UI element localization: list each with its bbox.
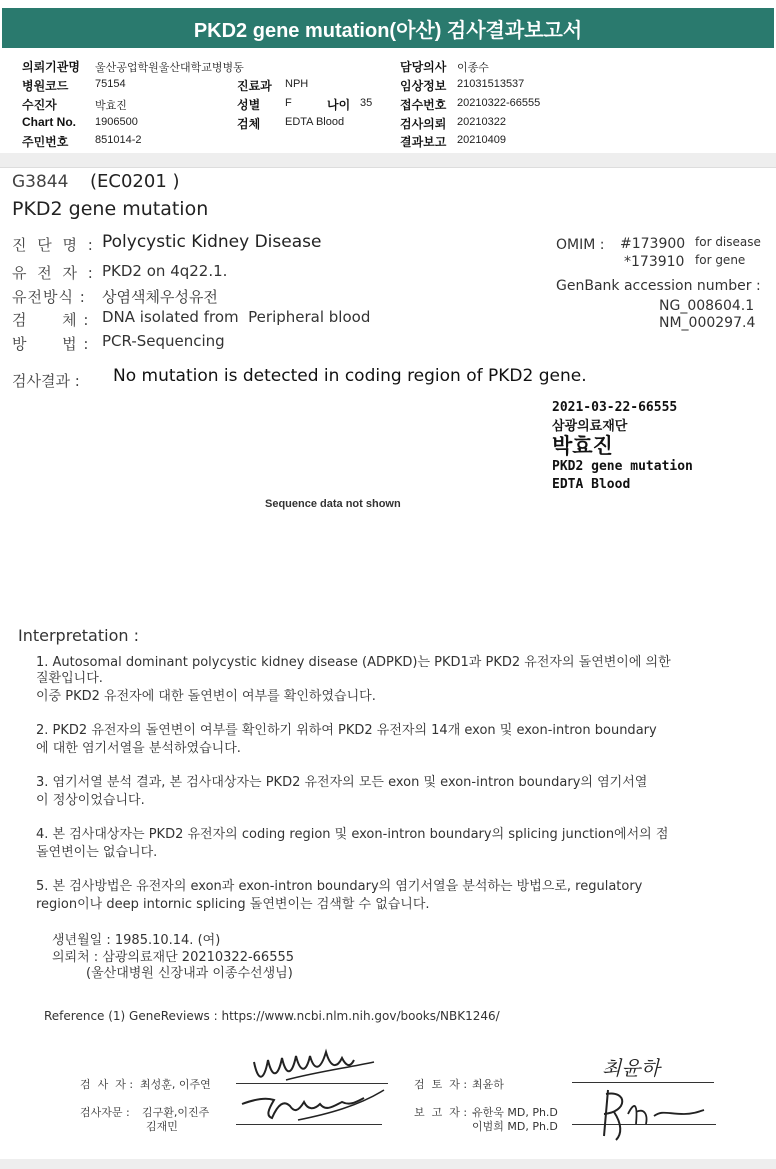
chart-value: 1906500 bbox=[95, 116, 138, 128]
advisor-label: 검사자문 : bbox=[80, 1106, 130, 1119]
doctor-value: 이종수 bbox=[457, 62, 489, 74]
genbank-ng: NG_008604.1 bbox=[659, 298, 755, 314]
hospital-code-value: 75154 bbox=[95, 78, 126, 90]
chart-label: Chart No. bbox=[22, 115, 76, 129]
interp-5a: 5. 본 검사방법은 유전자의 exon과 exon-intron boundary의 염기서열을 분석하는 방법으로, regulatory bbox=[36, 879, 643, 894]
id-label: 주민번호 bbox=[22, 135, 69, 149]
reviewer-name: 최윤하 bbox=[472, 1078, 504, 1091]
genbank-nm: NM_000297.4 bbox=[659, 315, 756, 331]
dept-value: NPH bbox=[285, 78, 309, 90]
diagnosis-label: 진 단 명 : bbox=[12, 236, 96, 254]
reporter-name-2: 이범희 MD, Ph.D bbox=[472, 1120, 558, 1133]
sex-value: F bbox=[285, 97, 292, 109]
institution-label: 의뢰기관명 bbox=[22, 60, 80, 74]
interp-1b: 질환입니다. bbox=[36, 671, 103, 686]
reviewer-handwritten-name: 최윤하 bbox=[602, 1056, 660, 1080]
request-label: 검사의뢰 bbox=[400, 117, 447, 131]
sticker-specimen: EDTA Blood bbox=[552, 477, 631, 492]
report-title: PKD2 gene mutation(아산) 검사결과보고서 bbox=[2, 8, 774, 48]
sticker-lab: 삼광의료재단 bbox=[552, 419, 628, 434]
sticker-patient: 박효진 bbox=[552, 434, 613, 458]
reference: Reference (1) GeneReviews : https://www.ncbi.nlm.nih.gov/books/NBK1246/ bbox=[44, 1009, 500, 1023]
interp-2b: 에 대한 염기서열을 분석하였습니다. bbox=[36, 741, 241, 756]
age-value: 35 bbox=[360, 97, 373, 109]
advisor-signature-line bbox=[236, 1124, 382, 1125]
title-bar bbox=[0, 0, 776, 56]
method-label: 방 법 : bbox=[12, 335, 90, 353]
page-footer bbox=[0, 1159, 776, 1169]
test-code: G3844 bbox=[12, 172, 69, 192]
reviewer-label: 검 토 자 : bbox=[414, 1078, 468, 1091]
referrer: 의뢰처 : 삼광의료재단 20210322-66555 bbox=[52, 950, 295, 965]
reporter-signature bbox=[588, 1084, 708, 1144]
interp-5b: region이나 deep intornic splicing 돌연변이는 검색할 수 없습니다. bbox=[36, 897, 430, 912]
sticker-receipt: 2021-03-22-66555 bbox=[552, 400, 678, 415]
omim-disease-note: for disease bbox=[695, 235, 761, 249]
test-code-paren: (EC0201 ) bbox=[90, 171, 180, 192]
request-value: 20210322 bbox=[457, 116, 506, 128]
reporter-name-1: 유한욱 MD, Ph.D bbox=[472, 1106, 558, 1119]
omim-gene-note: for gene bbox=[695, 253, 746, 267]
interp-4a: 4. 본 검사대상자는 PKD2 유전자의 coding region 및 exon-intron boundary의 splicing junction에서의 점 bbox=[36, 827, 669, 842]
hospital-code-label: 병원코드 bbox=[22, 79, 69, 93]
clinical-value: 21031513537 bbox=[457, 78, 525, 90]
inheritance-label: 유전방식 : bbox=[12, 288, 86, 306]
clinical-label: 임상정보 bbox=[400, 79, 447, 93]
interp-1c: 이중 PKD2 유전자에 대한 돌연변이 여부를 확인하였습니다. bbox=[36, 689, 376, 704]
interp-4b: 돌연변이는 없습니다. bbox=[36, 845, 158, 860]
specimen-label: 검체 bbox=[237, 117, 261, 131]
diagnosis-value: Polycystic Kidney Disease bbox=[102, 232, 322, 252]
id-value: 851014-2 bbox=[95, 134, 142, 146]
patient-value: 박효진 bbox=[95, 100, 127, 112]
report-header bbox=[0, 56, 776, 152]
sample-label: 검 체 : bbox=[12, 311, 90, 329]
referrer-dept: (울산대병원 신장내과 이종수선생님) bbox=[86, 966, 293, 981]
specimen-sticker bbox=[548, 398, 748, 498]
advisor-names-2: 김재민 bbox=[146, 1120, 178, 1133]
doctor-label: 담당의사 bbox=[400, 60, 447, 74]
interp-3b: 이 정상이었습니다. bbox=[36, 793, 145, 808]
reviewer-signature-line bbox=[572, 1082, 714, 1083]
sticker-test: PKD2 gene mutation bbox=[552, 459, 693, 474]
receipt-label: 접수번호 bbox=[400, 98, 447, 112]
header-divider bbox=[0, 153, 776, 168]
report-date-label: 결과보고 bbox=[400, 135, 447, 149]
method-value: PCR-Sequencing bbox=[102, 332, 225, 350]
dept-label: 진료과 bbox=[237, 79, 272, 93]
result-label: 검사결과 : bbox=[12, 372, 80, 390]
specimen-value: EDTA Blood bbox=[285, 116, 345, 128]
gene-value: PKD2 on 4q22.1. bbox=[102, 262, 228, 280]
advisor-names-1: 김구환,이진주 bbox=[142, 1106, 210, 1119]
sex-label: 성별 bbox=[237, 98, 261, 112]
sequence-note: Sequence data not shown bbox=[265, 498, 401, 510]
examiner-names: 최성훈, 이주연 bbox=[140, 1078, 211, 1091]
birth-date: 생년월일 : 1985.10.14. (여) bbox=[52, 933, 221, 948]
interp-2a: 2. PKD2 유전자의 돌연변이 여부를 확인하기 위하여 PKD2 유전자의 14개 exon 및 exon-intron boundary bbox=[36, 723, 657, 738]
interpretation-title: Interpretation : bbox=[18, 626, 139, 645]
patient-label: 수진자 bbox=[22, 98, 57, 112]
result-value: No mutation is detected in coding region of PKD2 gene. bbox=[113, 366, 587, 386]
omim-gene: *173910 bbox=[624, 254, 685, 270]
sample-value: DNA isolated from Peripheral blood bbox=[102, 308, 371, 326]
inheritance-value: 상염색체우성유전 bbox=[102, 288, 218, 306]
test-name: PKD2 gene mutation bbox=[12, 198, 209, 220]
reporter-label: 보 고 자 : bbox=[414, 1106, 468, 1119]
interp-1a: 1. Autosomal dominant polycystic kidney disease (ADPKD)는 PKD1과 PKD2 유전자의 돌연변이에 의한 bbox=[36, 655, 671, 670]
gene-label: 유 전 자 : bbox=[12, 264, 96, 282]
omim-label: OMIM : bbox=[556, 237, 605, 253]
institution-value: 울산공업학원울산대학교병병동 bbox=[95, 62, 244, 74]
omim-disease: #173900 bbox=[620, 236, 686, 252]
genbank-label: GenBank accession number : bbox=[556, 278, 761, 294]
examiner-label: 검 사 자 : bbox=[80, 1078, 134, 1091]
report-date-value: 20210409 bbox=[457, 134, 506, 146]
receipt-value: 20210322-66555 bbox=[457, 97, 541, 109]
advisor-signature bbox=[238, 1084, 388, 1124]
examiner-signature bbox=[246, 1042, 386, 1086]
age-label: 나이 bbox=[327, 98, 351, 112]
interp-3a: 3. 염기서열 분석 결과, 본 검사대상자는 PKD2 유전자의 모든 exon 및 exon-intron boundary의 염기서열 bbox=[36, 775, 648, 790]
